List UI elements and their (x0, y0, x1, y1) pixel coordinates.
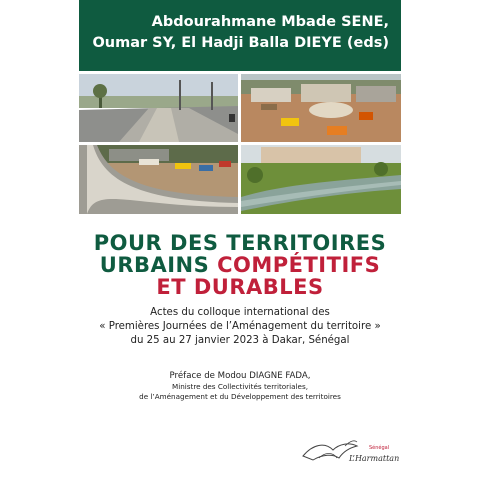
publisher-logo (299, 436, 399, 476)
subtitle (79, 306, 401, 348)
photo-grid (79, 74, 401, 214)
author-line-2: Oumar SY, El Hadji Balla DIEYE (eds) (92, 35, 389, 51)
publisher-sub: Sénégal (369, 445, 390, 451)
title-line-3: ET DURABLES (156, 275, 324, 299)
author-line-1: Abdourahmane Mbade SENE, (151, 14, 389, 30)
boulevard-photo (79, 74, 238, 142)
cover-header-band (79, 0, 401, 71)
title-line-2-part-1: URBAINS (99, 253, 218, 277)
preface-line-2: Ministre des Collectivités territoriales, (172, 382, 308, 391)
title-line-1: POUR DES TERRITOIRES (93, 231, 387, 255)
subtitle-line-2: « Premières Journées de l’Aménagement du territoire » (99, 321, 381, 332)
preface-line-3: de l’Aménagement et du Développement des territoires (139, 392, 341, 401)
construction-site-photo (241, 74, 401, 142)
subtitle-line-1: Actes du colloque international des (150, 307, 330, 318)
publisher-name: L’Harmattan (349, 454, 400, 463)
subtitle-line-3: du 25 au 27 janvier 2023 à Dakar, Sénégal (130, 335, 350, 346)
roundabout-photo (79, 145, 238, 214)
authors (92, 12, 389, 54)
preface (79, 370, 401, 402)
title-line-2-part-2: COMPÉTITIFS (217, 253, 381, 277)
book-cover (79, 0, 401, 480)
title-line-2 (79, 254, 401, 276)
canal-photo (241, 145, 401, 214)
preface-line-1: Préface de Modou DIAGNE FADA, (169, 371, 311, 381)
